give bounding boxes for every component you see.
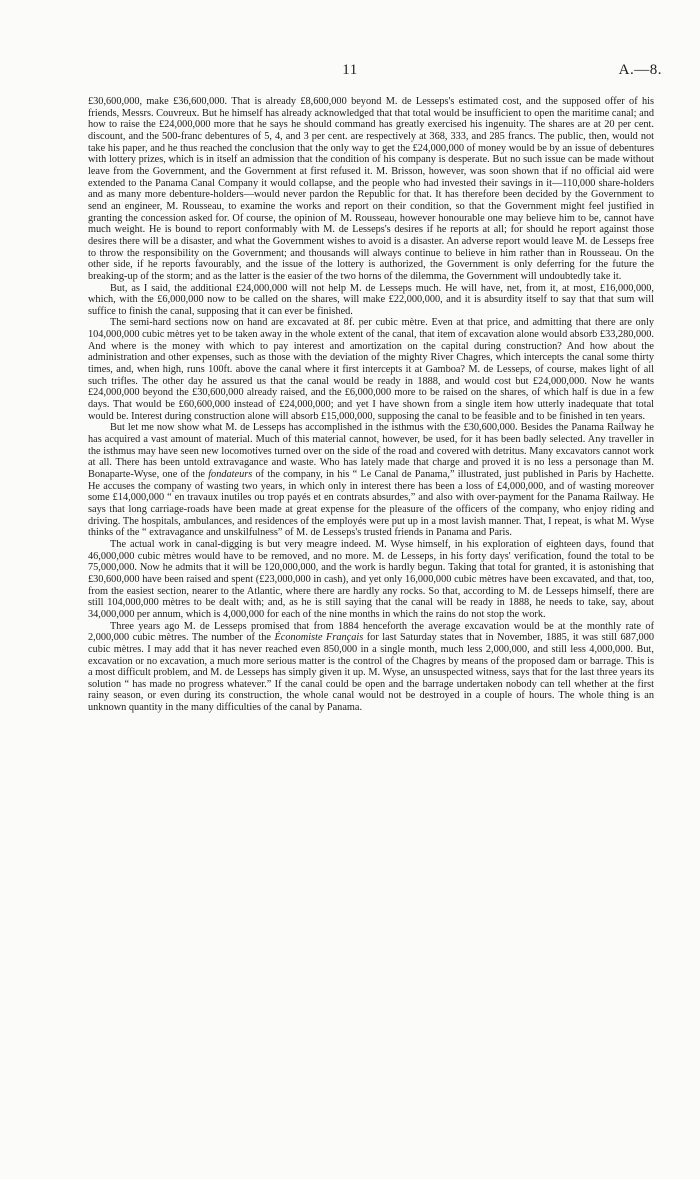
paragraph-text: The semi-hard sections now on hand are excavated at 8f. per cubic mètre. Even at that price, and admitting that there are only 104,000,000 cubic mètres yet to be taken away in the whole extent of the canal, that item of excavation alone would absorb £33,280,000. And where is the money with which to pay interest and amortization on the capital during construction? And how about the administration and other expenses, such as those with the deviation of the mighty River Chagres, which intercepts the canal some thirty times, and, when high, runs 100ft. above the canal where it first intercepts it at Gamboa? M. de Lesseps, of course, makes light of all such trifles. The other day he assured us that the canal would be ready in 1888, and would cost but £24,000,000. Now he wants £24,000,000 beyond the £30,600,000 already raised, and the £6,000,000 more to be raised on the shares, of which half is due in a few days. That would be £60,600,000 instead of £24,000,000; and yet I have shown from a single item how utterly inadequate that total would be. Interest during construction alone will absorb £15,000,000, supposing the canal to be feasible and to be finished in ten years. — [88, 317, 654, 422]
body-text — [88, 96, 654, 714]
paragraph-text: But let me now show what M. de Lesseps has accomplished in the isthmus with the £30,600,000. Besides the Panama Railway he has acquired a vast amount of material. Much of this material cannot, however, be used, for it has been badly selected. Any traveller in the isthmus may have seen new locomotives turned over on the side of the road and covered with detritus. Many excavators cannot work at all. There has been untold extravagance and waste. Who has lately made that charge and proved it is no less a personage than M. Bonaparte-Wyse, one of the — [88, 422, 654, 480]
paragraph-5 — [88, 539, 654, 621]
page-number: 11 — [342, 62, 358, 78]
paragraph-text: But, as I said, the additional £24,000,000 will not help M. de Lesseps much. He will have, net, from it, at most, £16,000,000, which, with the £6,000,000 now to be called on the shares, will make £22,000,000, and it is absurdity itself to say that that sum will suffice to finish the canal, supposing that it can ever be finished. — [88, 282, 654, 317]
paragraph-6 — [88, 621, 654, 714]
paragraph-1 — [88, 96, 654, 283]
paragraph-text: £30,600,000, make £36,600,000. That is already £8,600,000 beyond M. de Lesseps's estimated cost, and the supposed offer of his friends, Messrs. Couvreux. But he himself has already acknowledged that that total would be insufficient to open the maritime canal; and how to raise the £24,000,000 more that he says he should command has greatly exercised his ingenuity. The shares are at 20 per cent. discount, and the 500-franc debentures of 5, 4, and 3 per cent. are respectively at 368, 333, and 285 francs. The public, then, would not take his paper, and he thus reached the conclusion that the only way to get the £24,000,000 of money would be by an issue of debentures with lottery prizes, which is in itself an admission that the condition of his company is desperate. But no such issue can be made without leave from the Government, and the Government at first refused it. M. Brisson, however, was soon shown that if no official aid were extended to the Panama Canal Company it would collapse, and the people who had invested their savings in it—110,000 share-holders and as many more debenture-holders—would never pardon the Republic for that. It has therefore been decided by the Government to send an engineer, M. Rousseau, to examine the works and report on their condition, so that the Government might feel justified in granting the concession asked for. Of course, the opinion of M. Rousseau, however honourable one may believe him to be, cannot have much weight. He is bound to report conformably with M. de Lesseps's desires if he reports at all; for should he report against those desires there will be a disaster, and what the Government wishes to avoid is a disaster. An adverse report would leave M. de Lesseps free to throw the responsibility on the Government; and thousands will always continue to believe in him rather than in Rousseau. On the other side, if he reports favourably, and the issue of the lottery is authorized, the Government is only deferring for the future the breaking-up of the storm; and as the latter is the easier of the two horns of the dilemma, the Government will undoubtedly take it. — [88, 96, 654, 282]
paragraph-text: The actual work in canal-digging is but very meagre indeed. M. Wyse himself, in his exploration of eighteen days, found that 46,000,000 cubic mètres would have to be removed, and no more. M. de Lesseps, in his forty days' verification, found the total to be 75,000,000. Now he admits that it will be 120,000,000, and the work is hardly begun. Taking that total for granted, it is astonishing that £30,600,000 have been raised and spent (£23,000,000 in cash), and yet only 16,000,000 cubic mètres have been excavated, and that, too, from the easiest section, nearer to the Atlantic, where there are hardly any rocks. So that, according to M. de Lesseps himself, there are still 104,000,000 mètres to be dealt with; and, as he is still saying that the canal will be ready in 1888, he needs to take, say, about 34,000,000 per annum, which is 4,000,000 for each of the nine months in which the rains do not stop the work. — [88, 538, 654, 620]
italic-term: fondateurs — [208, 469, 253, 480]
paragraph-4 — [88, 422, 654, 539]
publication-title: Économiste Français — [274, 632, 364, 644]
paragraph-2 — [88, 283, 654, 318]
paragraph-text: for last Saturday states that in November, 1885, it was still 687,000 cubic mètres. I may add that it has never reached even 850,000 in a single month, much less 2,000,000, and still less 4,000,000. But, excavation or no excavation, a much more serious matter is the control of the Chagres by means of the proposed dam or barrage. This is a most difficult problem, and M. de Lesseps has simply given it up. M. Wyse, an unsuspected witness, says that for the last three years its solution “ has made no progress whatever.” If the canal could be open and the barrage undertaken nobody can tell whether at the first rainy season, or even during its construction, the whole canal would not be destroyed in a couple of hours. The whole thing is an unknown quantity in the many difficulties of the canal by Panama. — [88, 632, 654, 714]
document-reference: A.—8. — [618, 62, 662, 78]
paragraph-text: of the company, in his “ Le Canal de Panama,” illustrated, just published in Paris by Hachette. He accuses the company of wasting two years, in which only in interest there has been a loss of £4,000,000, and of wasting moreover some £14,000,000 “ en travaux inutiles ou trop payés et en contrats absurdes,” and also with over-payment for the Panama Railway. He says that long carriage-roads have been made at great expense for the pleasure of the officers of the company, who enjoy riding and driving. The hospitals, ambulances, and residences of the employés were put up in a most lavish manner. That, I repeat, is what M. Wyse thinks of the “ extravagance and unskilfulness” of M. de Lesseps's trusted friends in Panama and Paris. — [88, 469, 655, 539]
paragraph-text: Three years ago M. de Lesseps promised that from 1884 henceforth the average excavation would be at the monthly rate of 2,000,000 cubic mètres. The number of the — [88, 620, 654, 644]
paragraph-3 — [88, 317, 654, 422]
